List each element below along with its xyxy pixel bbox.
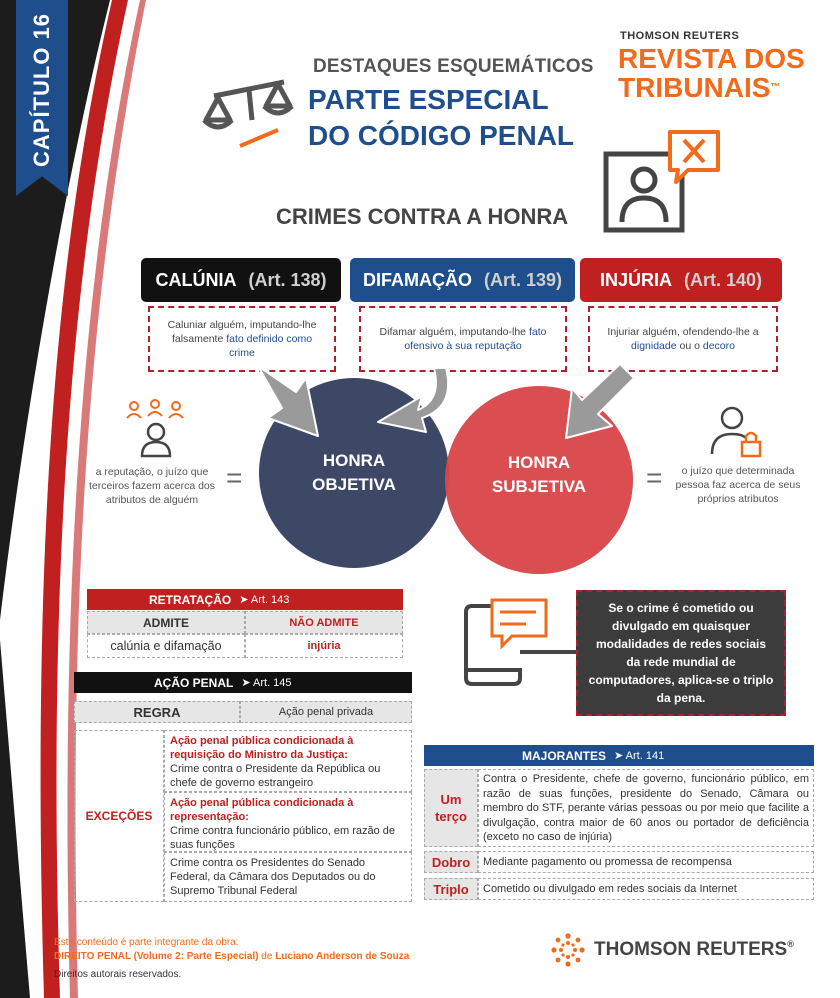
honra-objetiva-description: a reputação, o juízo que terceiros fazem acerca dos atributos de alguém bbox=[88, 466, 216, 506]
crime-header-difamacao: DIFAMAÇÃO (Art. 139) bbox=[350, 258, 575, 302]
section-title: CRIMES CONTRA A HONRA bbox=[276, 204, 569, 229]
scales-of-justice-icon bbox=[200, 60, 300, 150]
group-people-icon bbox=[124, 398, 188, 460]
crime-desc-injuria: Injuriar alguém, ofendendo-lhe a dignidade ou o decoro bbox=[588, 306, 778, 372]
excecao-item: Crime contra os Presidentes do Senado Federal, da Câmara dos Deputados ou do Supremo Tribunal Federal bbox=[164, 852, 412, 902]
social-media-note: Se o crime é cometido ou divulgado em quaisquer modalidades de redes sociais da rede mundial de computadores, aplica-se o triplo da pena. bbox=[576, 590, 786, 716]
majorante-text: Cometido ou divulgado em redes sociais da Internet bbox=[478, 878, 814, 900]
excecao-item: Ação penal pública condicionada à requisição do Ministro da Justiça: Crime contra o Presidente da República ou chefe de governo estrangeiro bbox=[164, 730, 412, 792]
profile-blocked-icon bbox=[600, 128, 724, 236]
retratacao-nao-admite-value: injúria bbox=[245, 634, 403, 658]
phone-chat-icon bbox=[462, 596, 580, 688]
journal-name-line2: TRIBUNAIS™ bbox=[618, 72, 781, 103]
header-subtitle: DESTAQUES ESQUEMÁTICOS bbox=[313, 56, 594, 77]
footer-work-intro: Este conteúdo é parte integrante da obra: bbox=[54, 937, 239, 948]
majorante-label: Dobro bbox=[424, 851, 478, 873]
thomson-reuters-logo-icon bbox=[550, 932, 586, 968]
acao-penal-excecoes-label: EXCEÇÕES bbox=[74, 730, 164, 902]
majorantes-header: MAJORANTES ➤ Art. 141 bbox=[424, 745, 814, 766]
retratacao-header: RETRATAÇÃO ➤ Art. 143 bbox=[87, 589, 403, 610]
retratacao-admite-header: ADMITE bbox=[87, 611, 245, 634]
retratacao-admite-value: calúnia e difamação bbox=[87, 634, 245, 658]
crime-desc-difamacao: Difamar alguém, imputando-lhe fato ofensivo à sua reputação bbox=[359, 306, 567, 372]
header-title-line2: DO CÓDIGO PENAL bbox=[308, 120, 575, 151]
crime-header-calunia: CALÚNIA (Art. 138) bbox=[141, 258, 341, 302]
excecao-item: Ação penal pública condicionada à representação: Crime contra funcionário público, em razão de suas funções bbox=[164, 792, 412, 852]
retratacao-nao-admite-header: NÃO ADMITE bbox=[245, 611, 403, 634]
journal-name-line1: REVISTA DOS bbox=[618, 43, 805, 74]
majorante-label: Triplo bbox=[424, 878, 478, 900]
majorante-text: Contra o Presidente, chefe de governo, funcionário público, em razão de suas funções, presidente do Senado, Câmara ou membro do STF, perante várias pessoas ou por meio que facilite a divulgação, contra maior de 60 anos ou portador de deficiência (exceto no caso de injúria) bbox=[478, 769, 814, 847]
honra-subjetiva-description: o juízo que determinada pessoa faz acerca de seus próprios atributos bbox=[675, 465, 801, 505]
header-title-line1: PARTE ESPECIAL bbox=[308, 84, 549, 115]
equals-sign-left: = bbox=[226, 462, 243, 493]
acao-penal-header: AÇÃO PENAL ➤ Art. 145 bbox=[74, 672, 412, 693]
footer-brand: THOMSON REUTERS® bbox=[594, 939, 794, 960]
equals-sign-right: = bbox=[646, 462, 663, 493]
footer-work-citation: DIREITO PENAL (Volume 2: Parte Especial) de Luciano Anderson de Souza bbox=[54, 951, 410, 962]
majorante-text: Mediante pagamento ou promessa de recompensa bbox=[478, 851, 814, 873]
crime-header-injuria: INJÚRIA (Art. 140) bbox=[580, 258, 782, 302]
honra-subjetiva-circle: HONRA SUBJETIVA bbox=[445, 386, 633, 574]
publisher-label: THOMSON REUTERS bbox=[620, 30, 740, 42]
crime-desc-calunia: Caluniar alguém, imputando-lhe falsamente fato definido como crime bbox=[148, 306, 336, 372]
person-lock-icon bbox=[708, 406, 766, 460]
acao-penal-regra-label: REGRA bbox=[74, 701, 240, 723]
acao-penal-regra-value: Ação penal privada bbox=[240, 701, 412, 723]
chapter-label: CAPÍTULO 16 bbox=[29, 12, 54, 168]
majorante-label: Um terço bbox=[424, 769, 478, 847]
honra-objetiva-circle: HONRA OBJETIVA bbox=[259, 378, 449, 568]
footer-rights: Direitos autorais reservados. bbox=[54, 969, 182, 980]
